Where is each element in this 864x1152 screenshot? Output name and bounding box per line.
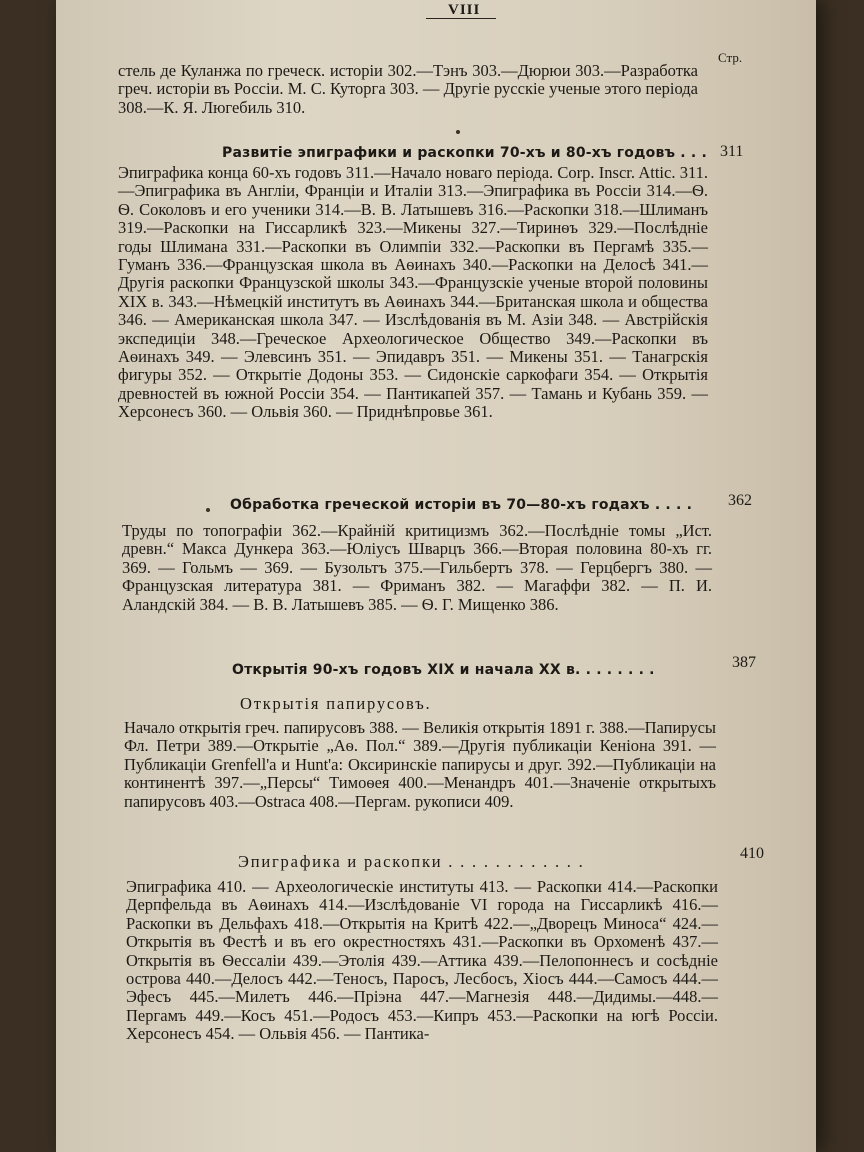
- paragraph-epigraphy-70-80: Эпиграфика конца 60-хъ годовъ 311.—Начало новаго періода. Corp. Inscr. Attic. 311.—Эпиграфика въ Англіи, Франціи и Италіи 313.—Эпиграфика въ Россіи 314.—Ѳ. Ѳ. Соколовъ и его ученики 314.—В. В. Латышевъ 316.—Раскопки 318.—Шлиманъ 319.—Раскопки на Гиссарликѣ 323.—Микены 327.—Тиринѳъ 329.—Послѣдніе годы Шлимана 331.—Раскопки въ Олимпіи 332.—Раскопки въ Пергамѣ 335.—Гуманъ 336.—Французская школа въ Аѳинахъ 340.—Раскопки на Делосѣ 341.—Другія раскопки Французской школы 343.—Французскіе ученые второй половины XIX в. 343.—Нѣмецкій институтъ въ Аѳинахъ 344.—Британская школа и общества 346. — Американская школа 347. — Изслѣдованія въ М. Азіи 348. — Австрійскія экспедиціи 348.—Греческое Археологическое Общество 349.—Раскопки въ Аѳинахъ 349. — Элевсинъ 351. — Эпидавръ 351. — Микены 351. — Танагрскія фигуры 352. — Открытіе Додоны 353. — Сидонскіе саркофаги 354. — Открытія древностей въ южной Россіи 354. — Пантикапей 357. — Тамань и Кубань 359. — Херсонесъ 360. — Ольвія 360. — Приднѣпровье 361.: [118, 163, 708, 422]
- section-page-311: 311: [720, 143, 744, 160]
- section-page-410: 410: [740, 845, 764, 862]
- paragraph-epigraphy-excavations: Эпиграфика 410. — Археологическіе институты 413. — Раскопки 414.—Раскопки Дерпфельда въ Аѳинахъ 414.—Изслѣдованіе VI города на Гиссарликѣ 416.—Раскопки въ Дельфахъ 418.—Открытія на Критѣ 422.—„Дворецъ Миноса“ 424.—Открытія въ Фестѣ и въ его окрестностяхъ 431.—Раскопки въ Орхоменѣ 437.—Открытія въ Ѳессаліи 439.—Этолія 439.—Аттика 439.—Пелопоннесъ и сосѣдніе острова 440.—Делосъ 442.—Теносъ, Паросъ, Лесбосъ, Хіосъ 444.—Самосъ 444.—Эфесъ 445.—Милетъ 446.—Пріэна 447.—Магнезія 448.—Дидимы.—448.—Пергамъ 449.—Косъ 451.—Родосъ 453.—Кипръ 453.—Раскопки на югѣ Россіи. Херсонесъ 454. — Ольвія 456. — Пантика-: [126, 877, 718, 1044]
- subheading-epigraphy-excavations: Эпиграфика и раскопки . . . . . . . . . . . .: [238, 852, 585, 871]
- paragraph-greek-history: Труды по топографіи 362.—Крайній критицизмъ 362.—Послѣдніе томы „Ист. древн.“ Макса Дункера 363.—Юліусъ Шварцъ 366.—Вторая половина 80-хъ гг. 369. — Гольмъ — 369. — Бузольтъ 375.—Гильбертъ 378. — Герцбергъ 380. — Французская литература 381. — Фриманъ 382. — Магаффи 382. — П. И. Аландскій 384. — В. В. Латышевъ 385. — Ѳ. Г. Мищенко 386.: [122, 521, 712, 614]
- paragraph-intro: стель де Куланжа по греческ. исторіи 302.—Тэнъ 303.—Дюрюи 303.—Разработка греч. исторіи въ Россіи. М. С. Куторга 303. — Другіе русскіе ученые этого періода 308.—К. Я. Люгебиль 310.: [118, 61, 698, 117]
- column-label: Стр.: [718, 50, 743, 65]
- bullet-mark: [456, 130, 460, 134]
- bullet-mark: [206, 508, 210, 512]
- section-heading-greek-history: Обработка греческой исторіи въ 70—80-хъ годахъ . . . .: [230, 497, 693, 513]
- section-page-387: 387: [732, 654, 756, 671]
- page-number: VIII: [448, 2, 481, 18]
- paragraph-papyri: Начало открытія греч. папирусовъ 388. — Великія открытія 1891 г. 388.—Папирусы Фл. Петри 389.—Открытіе „Аѳ. Пол.“ 389.—Другія публикаціи Кеніона 391. — Публикаціи Grenfell'a и Hunt'a: Оксиринскіе папирусы и друг. 392.—Публикаціи на континентѣ 397.—„Персы“ Тимоѳея 400.—Менандръ 401.—Значеніе открытыхъ папирусовъ 403.—Ostraca 408.—Пергам. рукописи 409.: [124, 718, 716, 811]
- section-page-362: 362: [728, 492, 752, 509]
- subheading-papyri: Открытія папирусовъ.: [240, 694, 432, 713]
- section-heading-epigraphy-70-80: Развитіе эпиграфики и раскопки 70-хъ и 80-хъ годовъ . . .: [222, 145, 708, 161]
- section-heading-discoveries-90s: Открытія 90-хъ годовъ XIX и начала XX в. . . . . . . .: [232, 662, 655, 678]
- book-page: [56, 0, 816, 1152]
